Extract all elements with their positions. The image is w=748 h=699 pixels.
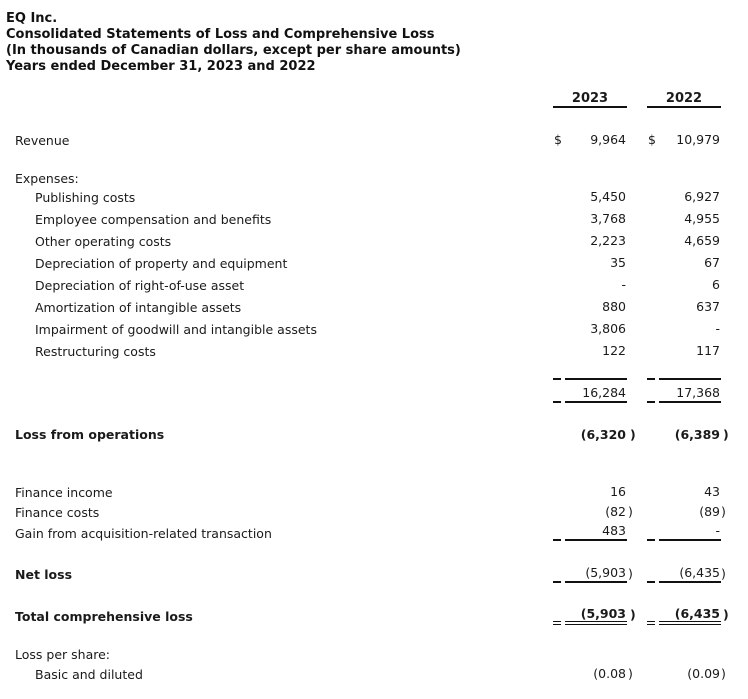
expense-2023: 3,768 — [590, 211, 626, 226]
close-paren: ) — [630, 607, 636, 622]
finance-costs-2022: (89 — [699, 504, 720, 519]
expenses-total-2023: 16,284 — [582, 385, 626, 400]
total-comprehensive-loss-2022: (6,435 — [674, 606, 720, 621]
close-paren: ) — [721, 566, 726, 581]
expense-label: Other operating costs — [35, 234, 172, 249]
expenses-total-2022: 17,368 — [676, 385, 720, 400]
expense-label: Impairment of goodwill and intangible assets — [35, 322, 317, 337]
expenses-label: Expenses: — [15, 171, 79, 186]
expense-2023: 5,450 — [590, 189, 626, 204]
finance-income-label: Finance income — [15, 485, 113, 500]
close-paren: ) — [628, 666, 633, 681]
net-loss-2022: (6,435 — [679, 565, 720, 580]
column-underline-2023 — [553, 106, 627, 108]
expense-2023: 122 — [602, 343, 626, 358]
total-top-rule-2022 — [659, 378, 721, 380]
close-paren: ) — [628, 566, 633, 581]
net-loss-rule-2023 — [565, 581, 627, 583]
expense-2023: 35 — [610, 255, 626, 270]
statement-period: Years ended December 31, 2023 and 2022 — [6, 59, 316, 74]
expense-2023: 880 — [602, 299, 626, 314]
currency-symbol-2022: $ — [648, 132, 656, 147]
total-comprehensive-loss-2023: (5,903 — [580, 606, 626, 621]
net-loss-2023: (5,903 — [585, 565, 626, 580]
finance-income-2023: 16 — [610, 484, 626, 499]
expense-label: Amortization of intangible assets — [35, 300, 242, 315]
expense-2023: 2,223 — [590, 233, 626, 248]
expense-2023: 3,806 — [590, 321, 626, 336]
loss-per-share-2022: (0.09 — [687, 666, 720, 681]
close-paren: ) — [723, 607, 729, 622]
currency-symbol-2023: $ — [554, 132, 562, 147]
subtotal-rule-2022 — [647, 539, 655, 541]
column-header-2022: 2022 — [665, 91, 703, 106]
total-top-rule-2022 — [647, 378, 655, 380]
close-paren: ) — [628, 504, 633, 519]
revenue-2023: 9,964 — [590, 132, 626, 147]
loss-per-share-label: Loss per share: — [15, 647, 110, 662]
total-bottom-rule-2023 — [565, 401, 627, 403]
double-rule-2023 — [553, 621, 561, 625]
expense-2022: 4,659 — [684, 233, 720, 248]
total-bottom-rule-2023 — [553, 401, 561, 403]
double-rule-2022 — [659, 621, 721, 625]
subtotal-rule-2022 — [659, 539, 721, 541]
double-rule-2023 — [565, 621, 627, 625]
net-loss-rule-2023 — [553, 581, 561, 583]
loss-per-share-2023: (0.08 — [593, 666, 626, 681]
loss-from-operations-2023: (6,320 — [580, 427, 626, 442]
expense-label: Depreciation of property and equipment — [35, 256, 288, 271]
expense-label: Depreciation of right-of-use asset — [35, 278, 245, 293]
finance-income-2022: 43 — [704, 484, 720, 499]
subtotal-rule-2023 — [553, 539, 561, 541]
gain-acquisition-label: Gain from acquisition-related transaction — [15, 526, 272, 541]
loss-from-operations-label: Loss from operations — [15, 427, 165, 442]
expense-2022: 6,927 — [684, 189, 720, 204]
expense-label: Restructuring costs — [35, 344, 156, 359]
subtotal-rule-2023 — [565, 539, 627, 541]
close-paren: ) — [630, 427, 636, 442]
expense-2022: 67 — [704, 255, 720, 270]
close-paren: ) — [723, 427, 729, 442]
double-rule-2022 — [647, 621, 655, 625]
expense-2022: 4,955 — [684, 211, 720, 226]
gain-acquisition-2022: - — [715, 523, 720, 538]
finance-costs-2023: (82 — [605, 504, 626, 519]
total-bottom-rule-2022 — [647, 401, 655, 403]
net-loss-rule-2022 — [659, 581, 721, 583]
close-paren: ) — [721, 504, 726, 519]
total-top-rule-2023 — [565, 378, 627, 380]
expense-label: Publishing costs — [35, 190, 136, 205]
basic-diluted-label: Basic and diluted — [35, 667, 143, 682]
expense-2023: - — [621, 277, 626, 292]
close-paren: ) — [721, 666, 726, 681]
statement-units: (In thousands of Canadian dollars, except per share amounts) — [6, 43, 461, 58]
finance-costs-label: Finance costs — [15, 505, 100, 520]
column-underline-2022 — [647, 106, 721, 108]
expense-label: Employee compensation and benefits — [35, 212, 272, 227]
column-header-2023: 2023 — [571, 91, 609, 106]
total-top-rule-2023 — [553, 378, 561, 380]
gain-acquisition-2023: 483 — [602, 523, 626, 538]
expense-2022: - — [715, 321, 720, 336]
total-bottom-rule-2022 — [659, 401, 721, 403]
company-name: EQ Inc. — [6, 11, 58, 26]
total-comprehensive-loss-label: Total comprehensive loss — [15, 609, 193, 624]
revenue-2022: 10,979 — [676, 132, 720, 147]
loss-from-operations-2022: (6,389 — [674, 427, 720, 442]
expense-2022: 637 — [696, 299, 720, 314]
revenue-label: Revenue — [15, 133, 70, 148]
net-loss-label: Net loss — [15, 567, 73, 582]
expense-2022: 117 — [696, 343, 720, 358]
expense-2022: 6 — [712, 277, 720, 292]
net-loss-rule-2022 — [647, 581, 655, 583]
statement-title: Consolidated Statements of Loss and Comprehensive Loss — [6, 27, 435, 42]
